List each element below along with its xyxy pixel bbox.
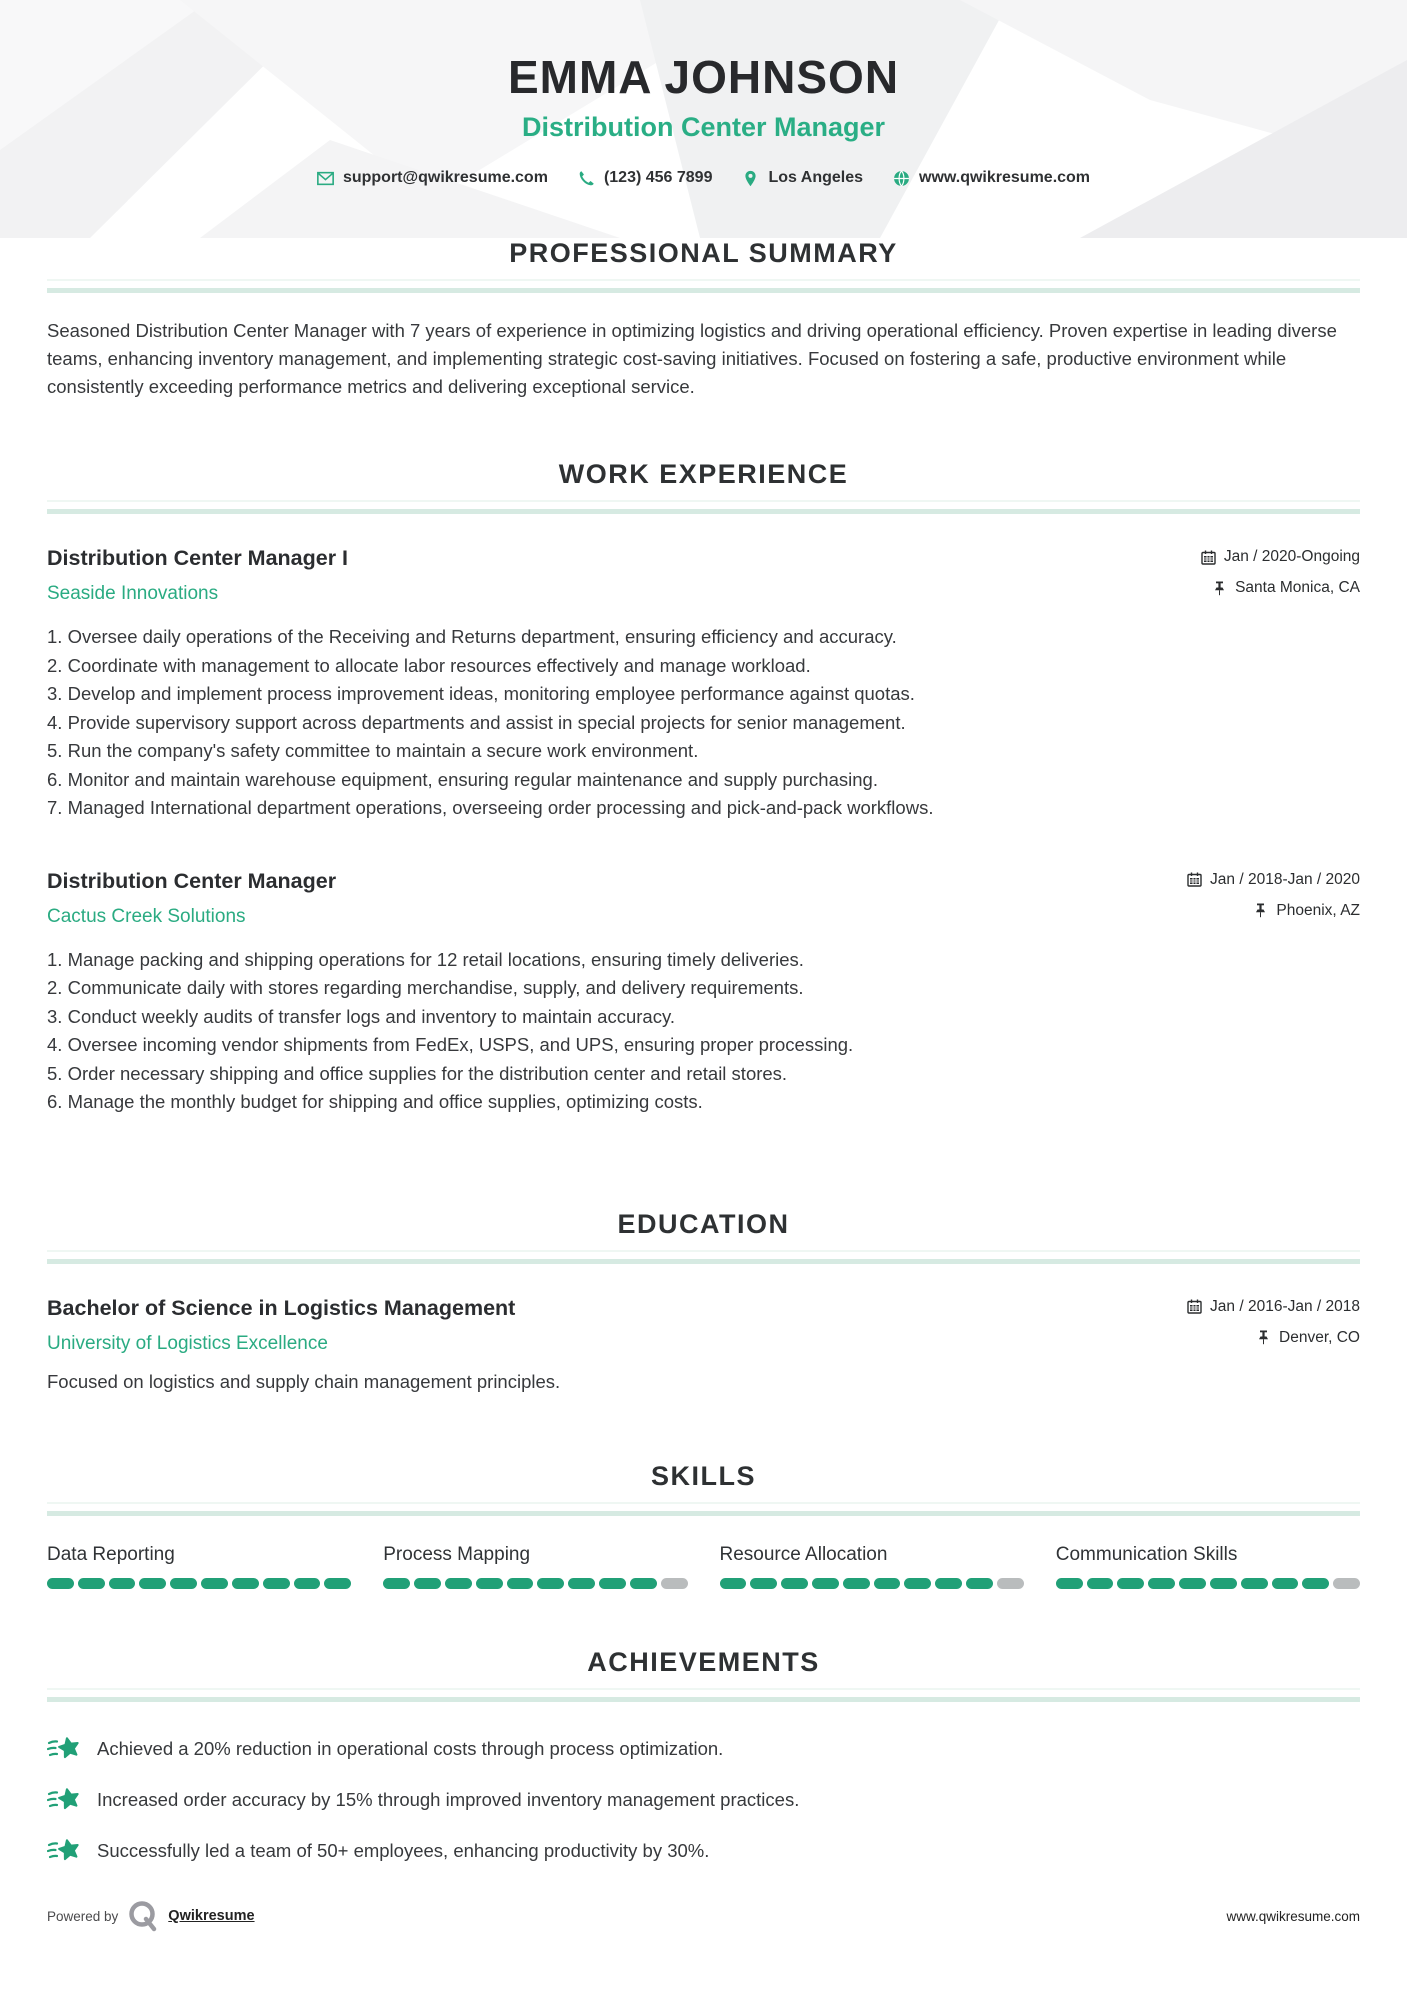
job-date: Jan / 2018-Jan / 2020 — [1210, 870, 1360, 888]
skill-level-segment — [568, 1578, 595, 1589]
job-date-row — [1201, 548, 1360, 566]
job-company: Seaside Innovations — [47, 583, 219, 604]
skill-level-segment — [294, 1578, 321, 1589]
skill-level-bar — [47, 1578, 351, 1589]
skill-label: Resource Allocation — [719, 1543, 888, 1565]
duty-item: Run the company's safety committee to maintain a secure work environment. — [67, 740, 699, 761]
calendar-icon — [1187, 872, 1202, 887]
job-title-block — [47, 546, 348, 605]
job-location: Santa Monica, CA — [1235, 579, 1360, 596]
skill-label: Communication Skills — [1055, 1543, 1238, 1565]
skill-level-segment — [661, 1578, 688, 1589]
education-title-block — [47, 1296, 515, 1355]
summary-text: Seasoned Distribution Center Manager with 7 years of experience in optimizing logistics and driving operational efficiency. Proven expertise in leading diverse teams, enhancing inventory management, and implementing strategic cost-saving initiatives. Focused on fostering a safe, productive environment while consistently exceeding performance metrics and delivering exceptional service. — [47, 320, 1337, 397]
globe-icon — [893, 170, 910, 187]
job-title: Distribution Center Manager — [47, 868, 337, 893]
skill-level-segment — [263, 1578, 290, 1589]
content — [0, 238, 1407, 1900]
skill-level-segment — [997, 1578, 1024, 1589]
job-entry — [47, 869, 1360, 1117]
achievements-list — [47, 1734, 1360, 1866]
education-date: Jan / 2016-Jan / 2018 — [1210, 1297, 1360, 1315]
skill-level-bar — [383, 1578, 687, 1589]
section-divider — [47, 279, 1360, 293]
contact-phone[interactable] — [578, 169, 713, 187]
skill-level-segment — [78, 1578, 105, 1589]
duty-item: Coordinate with management to allocate labor resources effectively and manage workload. — [67, 654, 811, 676]
skill-level-segment — [1148, 1578, 1175, 1589]
job-entry-head — [47, 869, 1360, 928]
skills-heading: SKILLS — [650, 1460, 756, 1491]
footer — [0, 1900, 1407, 1990]
achievement-text: Increased order accuracy by 15% through improved inventory management practices. — [97, 1788, 800, 1810]
work-heading: WORK EXPERIENCE — [558, 459, 849, 489]
skill-level-bar — [720, 1578, 1024, 1589]
school-name: University of Logistics Excellence — [47, 1332, 328, 1354]
candidate-name: EMMA JOHNSON — [507, 51, 900, 103]
powered-by-label: Powered by — [47, 1908, 119, 1924]
skill-level-segment — [445, 1578, 472, 1589]
degree-title: Bachelor of Science in Logistics Management — [47, 1295, 516, 1320]
job-duties — [47, 946, 1360, 1117]
education-heading: EDUCATION — [617, 1208, 790, 1239]
duty-item: Oversee incoming vendor shipments from FedEx, USPS, and UPS, ensuring proper processing. — [67, 1034, 854, 1055]
duty-item: Managed International department operations, overseeing order processing and pick-and-pack workflows. — [67, 797, 934, 818]
calendar-icon — [1201, 550, 1216, 565]
shooting-star-icon — [47, 1785, 81, 1815]
skill-level-segment — [1087, 1578, 1114, 1589]
skill-level-segment — [1272, 1578, 1299, 1589]
skill-level-segment — [47, 1578, 74, 1589]
job-duties — [47, 623, 1360, 823]
skill-level-segment — [414, 1578, 441, 1589]
job-title-block — [47, 869, 336, 928]
skill-level-segment — [109, 1578, 136, 1589]
qwikresume-logo-icon — [128, 1900, 158, 1932]
skill-level-segment — [781, 1578, 808, 1589]
achievement-text: Successfully led a team of 50+ employees, enhancing productivity by 30%. — [97, 1839, 710, 1861]
skill-level-segment — [599, 1578, 626, 1589]
pushpin-icon — [1256, 1330, 1271, 1345]
header — [0, 0, 1407, 238]
education-location-row — [1187, 1329, 1360, 1347]
skill-level-segment — [537, 1578, 564, 1589]
contact-location — [742, 169, 863, 187]
contact-email-text: support@qwikresume.com — [342, 169, 548, 186]
duty-item: Manage the monthly budget for shipping and office supplies, optimizing costs. — [67, 1091, 703, 1112]
skill-level-segment — [201, 1578, 228, 1589]
skill-level-segment — [750, 1578, 777, 1589]
education-date-row — [1187, 1298, 1360, 1316]
job-entry-head — [47, 546, 1360, 605]
skill-item — [720, 1544, 1024, 1589]
pushpin-icon — [1253, 903, 1268, 918]
job-company: Cactus Creek Solutions — [47, 905, 246, 927]
education-description: Focused on logistics and supply chain management principles. — [47, 1370, 561, 1392]
qwikresume-link[interactable]: Qwikresume — [168, 1908, 255, 1924]
contact-website-text: www.qwikresume.com — [919, 169, 1091, 186]
section-divider — [47, 500, 1360, 514]
education-entry — [47, 1296, 1360, 1393]
contact-website[interactable] — [893, 169, 1090, 187]
job-entry — [47, 546, 1360, 823]
achievement-text: Achieved a 20% reduction in operational costs through process optimization. — [97, 1737, 724, 1759]
duty-item: Monitor and maintain warehouse equipment, ensuring regular maintenance and supply purchasing. — [67, 768, 878, 790]
skill-level-segment — [874, 1578, 901, 1589]
skills-grid — [47, 1544, 1360, 1589]
duty-item: Manage packing and shipping operations for 12 retail locations, ensuring timely deliveries. — [67, 948, 804, 970]
section-divider — [47, 1250, 1360, 1264]
skill-level-segment — [1117, 1578, 1144, 1589]
skill-level-segment — [232, 1578, 259, 1589]
job-date-row — [1187, 871, 1360, 889]
skill-level-segment — [812, 1578, 839, 1589]
achievement-item — [47, 1734, 1360, 1764]
skill-level-segment — [1302, 1578, 1329, 1589]
duty-item: Communicate daily with stores regarding merchandise, supply, and delivery requirements. — [67, 977, 804, 998]
job-title: Distribution Center Manager I — [47, 546, 349, 570]
skill-level-segment — [1333, 1578, 1360, 1589]
skill-item — [1056, 1544, 1360, 1589]
duty-item: Develop and implement process improvement ideas, monitoring employee performance against quotas. — [67, 683, 915, 704]
skill-level-segment — [935, 1578, 962, 1589]
duty-item: Order necessary shipping and office supplies for the distribution center and retail stores. — [67, 1062, 788, 1084]
skill-item — [47, 1544, 351, 1589]
skill-level-segment — [966, 1578, 993, 1589]
shooting-star-icon — [47, 1734, 81, 1764]
powered-by-block — [47, 1900, 255, 1932]
contact-phone-text: (123) 456 7899 — [603, 169, 713, 186]
achievement-item — [47, 1836, 1360, 1866]
phone-icon — [578, 170, 595, 187]
contact-email[interactable] — [317, 169, 548, 187]
duty-item: Provide supervisory support across departments and assist in special projects for senior management. — [67, 711, 906, 733]
skill-level-segment — [720, 1578, 747, 1589]
skill-level-segment — [383, 1578, 410, 1589]
skill-level-segment — [1179, 1578, 1206, 1589]
contact-location-text: Los Angeles — [768, 169, 864, 186]
skill-level-segment — [476, 1578, 503, 1589]
achievements-heading: ACHIEVEMENTS — [587, 1646, 820, 1677]
skill-label: Process Mapping — [383, 1543, 531, 1565]
skill-level-segment — [1056, 1578, 1083, 1589]
education-entry-head — [47, 1296, 1360, 1355]
skill-level-segment — [139, 1578, 166, 1589]
duty-item: Conduct weekly audits of transfer logs and inventory to maintain accuracy. — [67, 1005, 675, 1027]
job-location-row — [1201, 579, 1360, 597]
shooting-star-icon — [47, 1836, 81, 1866]
pushpin-icon — [1212, 581, 1227, 596]
footer-website-link[interactable]: www.qwikresume.com — [1226, 1908, 1360, 1924]
header-inner — [0, 0, 1407, 187]
education-meta — [1187, 1296, 1360, 1347]
skill-level-segment — [630, 1578, 657, 1589]
contact-row — [0, 169, 1407, 187]
job-meta — [1187, 869, 1360, 920]
calendar-icon — [1187, 1299, 1202, 1314]
education-location: Denver, CO — [1279, 1328, 1360, 1346]
skill-level-segment — [1241, 1578, 1268, 1589]
location-pin-icon — [742, 170, 759, 187]
skill-level-segment — [170, 1578, 197, 1589]
skill-label: Data Reporting — [47, 1543, 175, 1565]
job-location-row — [1187, 902, 1360, 920]
job-meta — [1201, 546, 1360, 597]
summary-heading: PROFESSIONAL SUMMARY — [509, 238, 898, 268]
envelope-icon — [317, 170, 334, 187]
skill-level-segment — [843, 1578, 870, 1589]
skill-level-segment — [507, 1578, 534, 1589]
candidate-title: Distribution Center Manager — [521, 112, 886, 142]
achievement-item — [47, 1785, 1360, 1815]
skill-level-segment — [324, 1578, 351, 1589]
job-location: Phoenix, AZ — [1276, 901, 1360, 919]
skill-level-segment — [1210, 1578, 1237, 1589]
skill-level-segment — [904, 1578, 931, 1589]
skill-item — [383, 1544, 687, 1589]
skill-level-bar — [1056, 1578, 1360, 1589]
job-date: Jan / 2020-Ongoing — [1223, 548, 1360, 565]
duty-item: Oversee daily operations of the Receiving and Returns department, ensuring efficiency and accuracy. — [67, 626, 897, 647]
section-divider — [47, 1502, 1360, 1516]
section-divider — [47, 1688, 1360, 1702]
